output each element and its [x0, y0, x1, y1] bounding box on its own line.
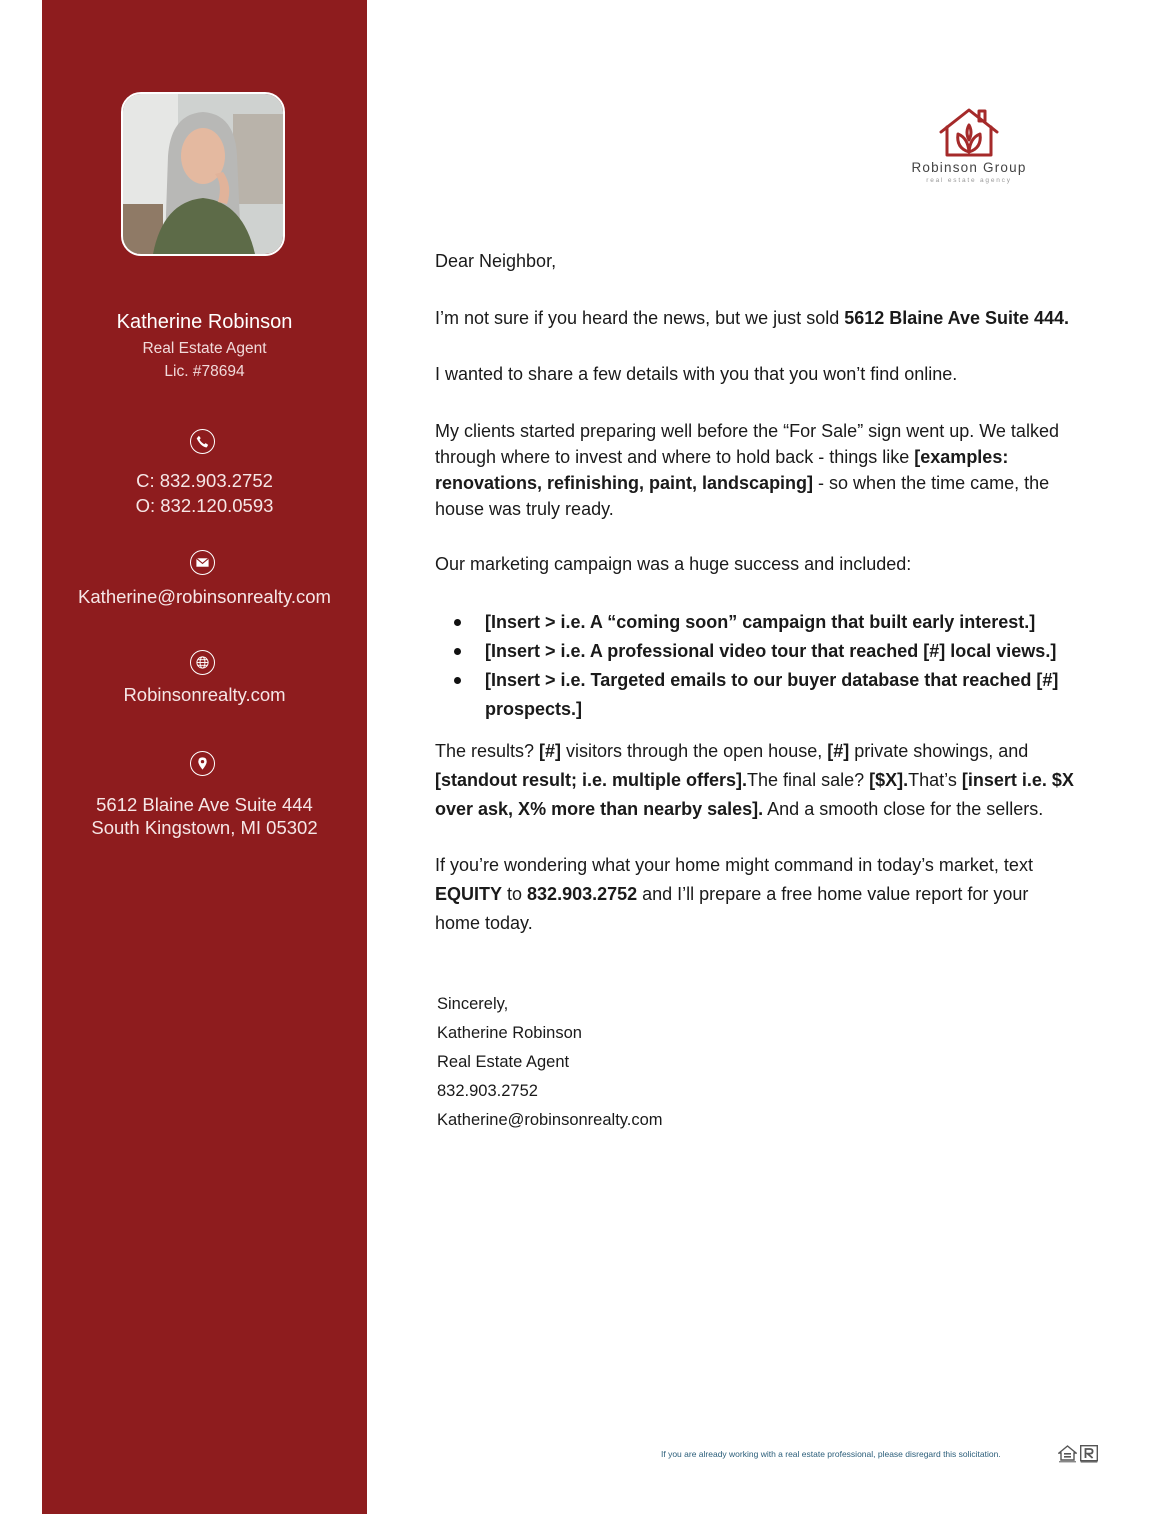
agent-email[interactable]: Katherine@robinsonrealty.com [78, 586, 331, 607]
paragraph-sold: I’m not sure if you heard the news, but we just sold 5612 Blaine Ave Suite 444. [435, 308, 1070, 328]
paragraph-cta: If you’re wondering what your home might command in today’s market, text EQUITY to 832.903.2752 and I’ll prepare a free home value report for your home today. [435, 855, 1033, 933]
agent-name: Katherine Robinson [116, 311, 293, 333]
logo-tagline: real estate agency [926, 177, 1012, 184]
greeting: Dear Neighbor, [435, 251, 557, 271]
phone-cell[interactable]: C: 832.903.2752 [136, 470, 273, 491]
mail-icon [190, 550, 215, 575]
house-leaf-icon [936, 106, 1002, 158]
signature-phone[interactable]: 832.903.2752 [437, 1082, 538, 1100]
equal-housing-icon [1058, 1445, 1077, 1463]
globe-icon [190, 650, 215, 675]
list-item: [Insert > i.e. A professional video tour that reached [#] local views.] [485, 637, 1110, 666]
address-line-2: South Kingstown, MI 05302 [91, 817, 318, 838]
agent-sidebar [42, 0, 367, 1514]
company-logo [895, 106, 1043, 184]
signature-title: Real Estate Agent [437, 1053, 570, 1071]
agent-photo [121, 92, 285, 256]
compliance-logos [1058, 1445, 1098, 1463]
phone-icon [190, 429, 215, 454]
paragraph-details: I wanted to share a few details with you that you won’t find online. [435, 364, 958, 384]
disclaimer: If you are already working with a real estate professional, please disregard this solicitation. [661, 1449, 1001, 1459]
agent-website[interactable]: Robinsonrealty.com [123, 684, 286, 705]
logo-name: Robinson Group [911, 160, 1027, 175]
location-pin-icon [190, 751, 215, 776]
paragraph-results: The results? [#] visitors through the open house, [#] private showings, and [standout result; i.e. multiple offers].The final sale? [$X].That’s [insert i.e. $X over ask, X% more than nearby sales]. And a smooth close for the sellers. [435, 741, 1074, 819]
realtor-icon [1080, 1445, 1098, 1463]
agent-license: Lic. #78694 [164, 363, 245, 380]
signature-email[interactable]: Katherine@robinsonrealty.com [437, 1111, 663, 1129]
marketing-list [435, 608, 1110, 724]
signature-name: Katherine Robinson [437, 1024, 582, 1042]
signature-block [437, 990, 663, 1135]
address-line-1: 5612 Blaine Ave Suite 444 [96, 794, 313, 815]
paragraph-preparation: My clients started preparing well before the “For Sale” sign went up. We talked through where to invest and where to hold back - things like [examples: renovations, refinishing, paint, landscaping] - so when the time came, the house was truly ready. [435, 421, 1059, 519]
closing: Sincerely, [437, 995, 509, 1013]
agent-role: Real Estate Agent [142, 340, 267, 357]
phone-office[interactable]: O: 832.120.0593 [135, 495, 274, 516]
list-item: [Insert > i.e. Targeted emails to our buyer database that reached [#] prospects.] [485, 666, 1110, 724]
paragraph-marketing: Our marketing campaign was a huge success and included: [435, 554, 912, 574]
list-item: [Insert > i.e. A “coming soon” campaign that built early interest.] [485, 608, 1110, 637]
